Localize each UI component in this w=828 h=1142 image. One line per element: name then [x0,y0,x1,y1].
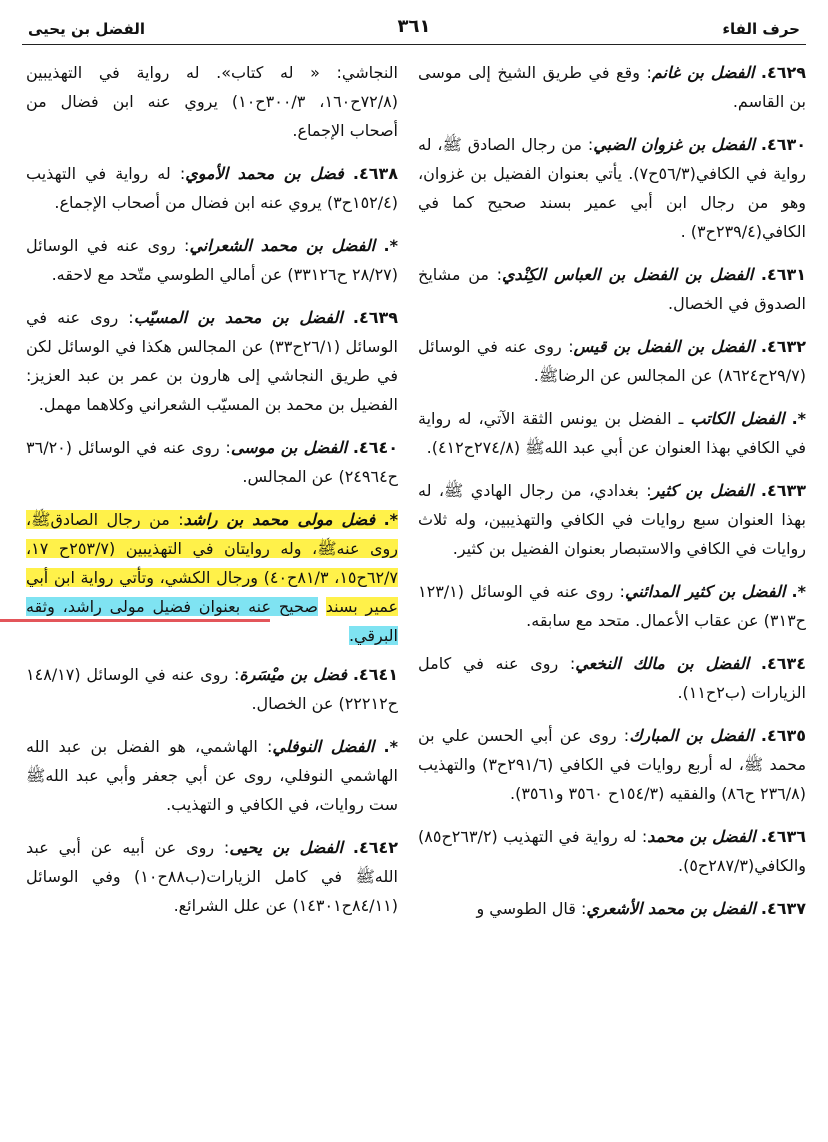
entry-4634: ٤٦٣٤. الفضل بن مالك النخعي: روى عنه في كامل الزيارات (ب٢ح١١). [418,654,806,702]
right-column [418,58,806,937]
left-column [26,58,398,934]
entry-4629: ٤٦٢٩. الفضل بن غانم: وقع في طريق الشيخ إلى موسى بن القاسم. [418,63,806,111]
highlight-cyan: صحيح عنه بعنوان فضيل مولى راشد، وثقه البرقي. [26,597,398,645]
entry-4637: ٤٦٣٧. الفضل بن محمد الأشعري: قال الطوسي و [476,899,806,918]
entry-alkatib: *. الفضل الكاتب ـ الفضل بن يونس الثقة الآتي، له رواية في الكافي بهذا العنوان عن أبي عبد اللهﷺ (٢٧٤/٨ح٤١٢). [418,409,807,457]
entry-4640: ٤٦٤٠. الفضل بن موسى: روى عنه في الوسائل (٣٦/٢٠ ح٢٤٩٦٤) عن المجالس. [26,438,398,486]
entry-4641: ٤٦٤١. فضل بن ميْسَرة: روى عنه في الوسائل (١٤٨/١٧ ح٢٢٢١٢) عن الخصال. [26,665,398,713]
entry-4636: ٤٦٣٦. الفضل بن محمد: له رواية في التهذيب (٢٦٣/٢ح٨٥) والكافي(٢٨٧/٣ح٥). [418,827,807,875]
entry-mawla-rashid [26,505,398,650]
red-underline [0,619,270,622]
entry-4633: ٤٦٣٣. الفضل بن كثير: بغدادي، من رجال الهادي ﷺ، له بهذا العنوان سبع روايات في الكافي والتهذيبين، وله ثلاث روايات في الكافي والاستبصار بعنوان الفضيل بن كثير. [418,481,807,558]
section-title: حرف الفاء [722,20,800,38]
entry-4630: ٤٦٣٠. الفضل بن غزوان الضبي: من رجال الصادق ﷺ، له رواية في الكافي(٥٦/٣ح٧). يأتي بعنوان الفضيل بن غزوان، وهو من رجال ابن أبي عمير بسند صحيح كما في الكافي(٢٣٩/٤ح٣) . [418,135,807,241]
entry-4638: ٤٦٣٨. فضل بن محمد الأموي: له رواية في التهذيب (١٥٢/٤ح٣) يروي عنه ابن فضال من أصحاب الإجماع. [26,164,399,212]
running-title: الفضل بن يحيى [28,20,146,38]
entry-4631: ٤٦٣١. الفضل بن الفضل بن العباس الكِنْدي: من مشايخ الصدوق في الخصال. [418,265,807,313]
entry-alnawfali: *. الفضل النوفلي: الهاشمي، هو الفضل بن عبد الله الهاشمي النوفلي، روى عن أبي جعفر وأبي عبد اللهﷺ ست روايات، في الكافي و التهذيب. [26,737,398,814]
entry-almadaini: *. الفضل بن كثير المدائني: روى عنه في الوسائل (١٢٣/١ ح٣١٣) عن عقاب الأعمال. متحد مع سابقه. [418,582,806,630]
entry-4637-continued: النجاشي: « له كتاب». له رواية في التهذيبين (٧٢/٨ح١٦٠، ٣٠٠/٣ح١٠) يروي عنه ابن فضال من أصحاب الإجماع. [26,63,398,140]
entry-4642: ٤٦٤٢. الفضل بن يحيى: روى عن أبيه عن أبي عبد اللهﷺ في كامل الزيارات(ب٨٨ح١٠) وفي الوسائل (٨٤/١١ح١٤٣٠١) عن علل الشرائع. [26,838,399,915]
header-rule [22,44,806,45]
highlight-yellow: *. فضل مولى محمد بن راشد: من رجال الصادقﷺ، روى عنهﷺ، وله روايتان في التهذيبين (٢٥٣/٧ح ١٧، ٦٢/٧ح١٥، ٨١/٣ح٤٠) ورجال الكشي، وتأتي رواية ابن أبي عمير بسند [26,510,399,616]
entry-4639: ٤٦٣٩. الفضل بن محمد بن المسيّب: روى عنه في الوسائل (٢٦/١ح٣٣) عن المجالس هكذا في الوسائل لكن في طريق النجاشي إلى هارون بن عمر بن عبد العزيز: الفضيل بن محمد بن المسيّب الشعراني وكلاهما مهمل. [26,308,398,414]
entry-4632: ٤٦٣٢. الفضل بن الفضل بن قيس: روى عنه في الوسائل (٢٩/٧ح٨٦٢٤) عن المجالس عن الرضاﷺ. [418,337,806,385]
entry-alshaarani: *. الفضل بن محمد الشعراني: روى عنه في الوسائل (٢٨/٢٧ ح٣٣١٢٦) عن أمالي الطوسي متّحد مع لاحقه. [26,236,398,284]
entry-4635: ٤٦٣٥. الفضل بن المبارك: روى عن أبي الحسن علي بن محمد ﷺ، له أربع روايات في الكافي (٢٩١/٦ح٣) والتهذيب (٢٣٦/٨ ح٨٦) والفقيه (١٥٤/٣ح ٣٥٦٠ و٣٥٦١). [418,726,807,803]
page-number: ٣٦١ [397,16,431,37]
page-header [22,14,806,42]
